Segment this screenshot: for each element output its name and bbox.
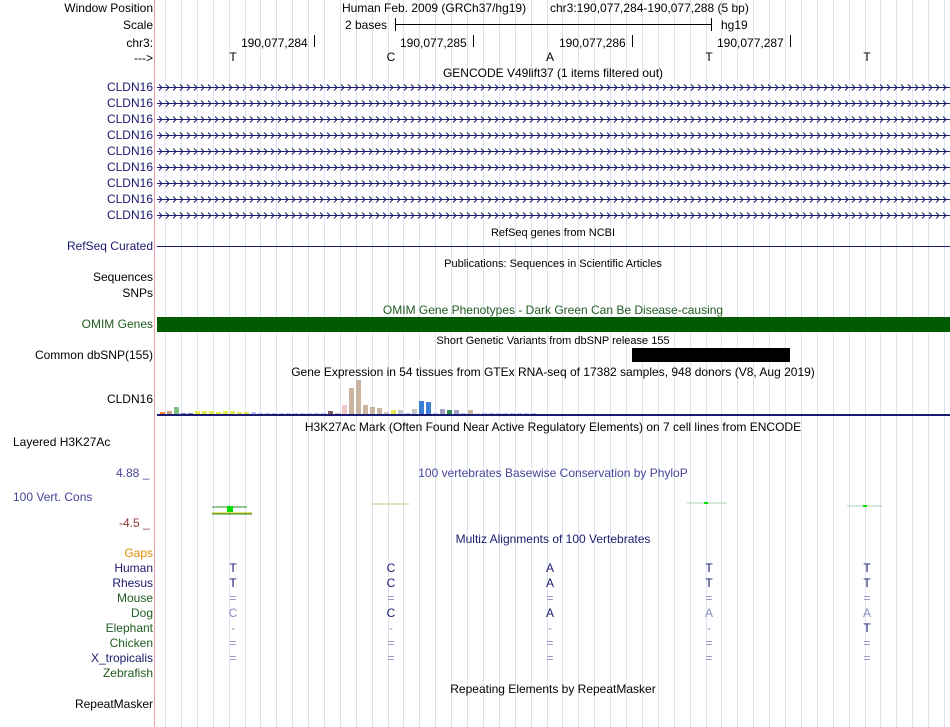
gencode-transcript-line[interactable] [157,83,950,92]
position-tick [473,35,474,47]
multiz-base: T [705,576,713,590]
multiz-species-label[interactable]: X_tropicalis [90,651,153,665]
multiz-base: = [705,651,713,665]
grid-line [594,0,595,727]
gencode-track-title[interactable]: GENCODE V49lift37 (1 items filtered out) [442,66,664,80]
scale-bar-right-end [711,18,712,31]
multiz-base: = [229,591,237,605]
snps-label[interactable]: SNPs [122,286,153,300]
grid-line [944,0,945,727]
reference-base: C [386,50,396,64]
multiz-base: A [545,606,554,620]
multiz-base: C [228,606,238,620]
grid-line [451,0,452,727]
gtex-bar[interactable] [356,380,361,414]
grid-line [880,0,881,727]
grid-line [531,0,532,727]
multiz-species-label[interactable]: Zebrafish [102,666,153,680]
grid-line [467,0,468,727]
grid-line [356,0,357,727]
repeatmasker-label[interactable]: RepeatMasker [74,697,153,711]
dbsnp-track-title[interactable]: Short Genetic Variants from dbSNP release 155 [436,335,670,347]
gtex-bar[interactable] [342,405,347,414]
multiz-base: = [387,591,395,605]
scale-bar [395,24,711,25]
multiz-species-label[interactable]: Rhesus [112,576,153,590]
multiz-base: T [863,561,871,575]
gencode-transcript-line[interactable] [157,131,950,140]
multiz-base: = [705,636,713,650]
position-tick-label: 190,077,284 [241,36,308,50]
scale-label: Scale [122,18,153,32]
grid-line [737,0,738,727]
grid-line [785,0,786,727]
gencode-item-label[interactable]: CLDN16 [106,144,153,158]
omim-track-title[interactable]: OMIM Gene Phenotypes - Dark Green Can Be Disease-causing [382,303,724,317]
grid-line [674,0,675,727]
multiz-base: = [705,591,713,605]
grid-line [610,0,611,727]
omim-gene-bar[interactable] [157,317,950,332]
grid-line [499,0,500,727]
grid-line [562,0,563,727]
position-tick-label: 190,077,287 [717,36,784,50]
multiz-base: = [863,636,871,650]
multiz-base: = [546,591,554,605]
grid-line [753,0,754,727]
multiz-base: = [863,651,871,665]
grid-line [213,0,214,727]
multiz-species-label[interactable]: Human [114,561,153,575]
gtex-track-title[interactable]: Gene Expression in 54 tissues from GTEx RNA-seq of 17382 samples, 948 donors (V8, Aug 2019) [291,365,815,379]
multiz-base: = [229,636,237,650]
multiz-base: T [863,621,871,635]
chrom-label: chr3: [126,36,153,50]
grid-line [483,0,484,727]
grid-line [817,0,818,727]
refseq-track-title[interactable]: RefSeq genes from NCBI [490,227,616,239]
gencode-item-label[interactable]: CLDN16 [106,160,153,174]
multiz-base: C [386,561,396,575]
position-tick [314,35,315,47]
grid-line [928,0,929,727]
refseq-gene-line[interactable] [157,246,950,247]
multiz-base: C [386,576,396,590]
gaps-label[interactable]: Gaps [124,546,153,560]
grid-line [690,0,691,727]
gencode-item-label[interactable]: CLDN16 [106,192,153,206]
sequences-label[interactable]: Sequences [92,270,153,284]
h3k27ac-track-title[interactable]: H3K27Ac Mark (Often Found Near Active Regulatory Elements) on 7 cell lines from ENCODE [304,420,802,434]
grid-line [769,0,770,727]
gencode-transcript-line[interactable] [157,163,950,172]
grid-line [642,0,643,727]
multiz-base: = [546,636,554,650]
dbsnp-label[interactable]: Common dbSNP(155) [34,348,153,362]
label-divider [154,0,155,727]
grid-line [578,0,579,727]
reference-base: T [863,50,871,64]
multiz-track-title[interactable]: Multiz Alignments of 100 Vertebrates [455,532,651,546]
gencode-item-label[interactable]: CLDN16 [106,96,153,110]
multiz-base: - [707,621,711,635]
db-name: hg19 [721,18,748,32]
multiz-base: = [546,651,554,665]
gtex-bar[interactable] [370,407,375,414]
reference-base: A [545,50,554,64]
multiz-base: = [387,636,395,650]
gtex-bar[interactable] [349,388,354,414]
gencode-transcript-line[interactable] [157,99,950,108]
multiz-base: T [705,561,713,575]
grid-line [197,0,198,727]
gencode-transcript-line[interactable] [157,179,950,188]
omim-label[interactable]: OMIM Genes [81,317,153,331]
multiz-base: - [548,621,552,635]
conservation-plot[interactable] [157,495,950,525]
grid-line [276,0,277,727]
gtex-bar[interactable] [174,407,179,414]
gtex-bar-chart[interactable] [160,378,560,414]
conservation-min-value: -4.5 _ [119,516,150,530]
grid-line [849,0,850,727]
gencode-item-label[interactable]: CLDN16 [106,128,153,142]
multiz-species-label[interactable]: Dog [130,606,153,620]
gencode-transcript-line[interactable] [157,195,950,204]
gencode-item-label[interactable]: CLDN16 [106,176,153,190]
grid-line [292,0,293,727]
scale-text: 2 bases [345,18,388,32]
multiz-base: A [545,561,554,575]
gtex-bar[interactable] [426,402,431,414]
grid-line [260,0,261,727]
conservation-track-title[interactable]: 100 vertebrates Basewise Conservation by PhyloP [418,466,688,480]
position-text: chr3:190,077,284-190,077,288 (5 bp) [550,1,749,15]
grid-line [245,0,246,727]
multiz-species-label[interactable]: Elephant [105,621,153,635]
repeatmasker-track-title[interactable]: Repeating Elements by RepeatMasker [450,682,656,696]
multiz-base: = [229,651,237,665]
multiz-base: A [862,606,871,620]
multiz-base: T [229,561,237,575]
grid-line [308,0,309,727]
gencode-transcript-line[interactable] [157,147,950,156]
conservation-label[interactable]: 100 Vert. Cons [13,490,93,504]
multiz-base: C [386,606,396,620]
position-tick-label: 190,077,285 [400,36,467,50]
position-tick-label: 190,077,286 [559,36,626,50]
publications-track-title[interactable]: Publications: Sequences in Scientific Articles [444,258,662,270]
gtex-gene-line [157,414,950,416]
multiz-species-label[interactable]: Chicken [109,636,153,650]
grid-line [658,0,659,727]
grid-line [372,0,373,727]
strand-label: ---> [134,51,153,65]
multiz-base: T [863,576,871,590]
multiz-base: - [389,621,393,635]
gtex-gene-label[interactable]: CLDN16 [106,392,153,406]
grid-line [419,0,420,727]
conservation-max-value: 4.88 _ [116,466,150,480]
reference-base: T [705,50,713,64]
grid-line [801,0,802,727]
gencode-item-label[interactable]: CLDN16 [106,80,153,94]
h3k27ac-label[interactable]: Layered H3K27Ac [13,435,111,449]
grid-line [912,0,913,727]
grid-line [896,0,897,727]
grid-line [833,0,834,727]
grid-line [181,0,182,727]
multiz-base: A [545,576,554,590]
grid-line [340,0,341,727]
reference-base: T [229,50,237,64]
multiz-base: A [704,606,713,620]
scale-bar-left-end [395,18,396,31]
gtex-bar[interactable] [363,405,368,414]
grid-line [721,0,722,727]
multiz-base: T [229,576,237,590]
gencode-transcript-line[interactable] [157,115,950,124]
position-tick [790,35,791,47]
multiz-base: - [231,621,235,635]
grid-line [324,0,325,727]
gtex-bar[interactable] [419,401,424,414]
gencode-transcript-line[interactable] [157,211,950,220]
grid-line [165,0,166,727]
multiz-species-label[interactable]: Mouse [116,591,153,605]
refseq-label[interactable]: RefSeq Curated [66,239,153,253]
multiz-base: = [863,591,871,605]
gencode-item-label[interactable]: CLDN16 [106,208,153,222]
grid-line [515,0,516,727]
gencode-item-label[interactable]: CLDN16 [106,112,153,126]
grid-line [626,0,627,727]
window-position-label: Window Position [64,1,153,15]
multiz-base: = [387,651,395,665]
position-tick [632,35,633,47]
assembly-name: Human Feb. 2009 (GRCh37/hg19) [342,1,527,15]
grid-line [403,0,404,727]
dbsnp-variant-bar[interactable] [632,348,790,362]
grid-line [435,0,436,727]
